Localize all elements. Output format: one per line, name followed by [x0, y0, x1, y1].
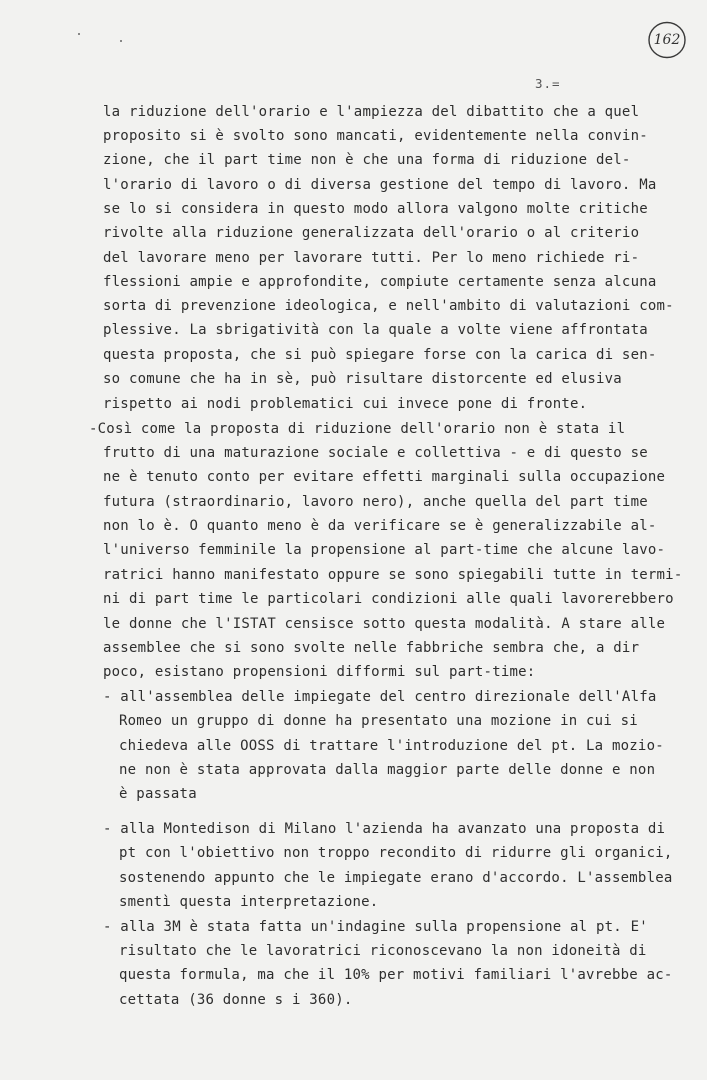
page-stamp [647, 20, 687, 60]
list-item-line: è passata [119, 786, 197, 802]
text-line: ni di part time le particolari condizioni alle quali lavorerebbero [103, 591, 674, 607]
stamp-number: 162 [653, 32, 681, 48]
page-number: 3.= [535, 76, 561, 91]
list-item-line: chiedeva alle OOSS di trattare l'introduzione del pt. La mozio- [119, 738, 664, 754]
text-line: ratrici hanno manifestato oppure se sono spiegabili tutte in termi- [103, 567, 683, 583]
text-line: assemblee che si sono svolte nelle fabbriche sembra che, a dir [103, 640, 640, 656]
text-line: sorta di prevenzione ideologica, e nell'ambito di valutazioni com- [103, 298, 674, 314]
text-line: se lo si considera in questo modo allora valgono molte critiche [103, 201, 648, 217]
list-item-line: questa formula, ma che il 10% per motivi familiari l'avrebbe ac- [119, 967, 673, 983]
text-line: rispetto ai nodi problematici cui invece pone di fronte. [103, 396, 588, 412]
list-item-line: - all'assemblea delle impiegate del centro direzionale dell'Alfa [103, 689, 657, 705]
text-line: -Così come la proposta di riduzione dell'orario non è stata il [89, 421, 626, 437]
list-item-line: smentì questa interpretazione. [119, 894, 379, 910]
list-item-line: cettata (36 donne s i 360). [119, 992, 353, 1008]
text-line: so comune che ha in sè, può risultare distorcente ed elusiva [103, 371, 622, 387]
text-line: ne è tenuto conto per evitare effetti marginali sulla occupazione [103, 469, 666, 485]
text-line: del lavorare meno per lavorare tutti. Per lo meno richiede ri- [103, 250, 640, 266]
list-item-line: ne non è stata approvata dalla maggior parte delle donne e non [119, 762, 656, 778]
list-item-line: pt con l'obiettivo non troppo recondito di ridurre gli organici, [119, 845, 673, 861]
list-item-line: - alla 3M è stata fatta un'indagine sulla propensione al pt. E' [103, 919, 648, 935]
list-item-line: risultato che le lavoratrici riconoscevano la non idoneità di [119, 943, 647, 959]
text-line: rivolte alla riduzione generalizzata dell'orario o al criterio [103, 225, 640, 241]
text-line: non lo è. O quanto meno è da verificare se è generalizzabile al- [103, 518, 657, 534]
text-line: questa proposta, che si può spiegare forse con la carica di sen- [103, 347, 657, 363]
list-item-line: sostenendo appunto che le impiegate erano d'accordo. L'assemblea [119, 870, 673, 886]
list-item-line: Romeo un gruppo di donne ha presentato una mozione in cui si [119, 713, 638, 729]
text-line: la riduzione dell'orario e l'ampiezza del dibattito che a quel [103, 104, 640, 120]
text-line: le donne che l'ISTAT censisce sotto questa modalità. A stare alle [103, 616, 666, 632]
text-line: proposito si è svolto sono mancati, evidentemente nella convin- [103, 128, 648, 144]
list-item-line: - alla Montedison di Milano l'azienda ha avanzato una proposta di [103, 821, 666, 837]
text-line: poco, esistano propensioni difformi sul part-time: [103, 664, 536, 680]
text-line: frutto di una maturazione sociale e collettiva - e di questo se [103, 445, 648, 461]
text-line: zione, che il part time non è che una forma di riduzione del- [103, 152, 631, 168]
text-line: flessioni ampie e approfondite, compiute certamente senza alcuna [103, 274, 657, 290]
text-line: l'orario di lavoro o di diversa gestione del tempo di lavoro. Ma [103, 177, 657, 193]
scan-speck [120, 40, 122, 42]
text-line: l'universo femminile la propensione al part-time che alcune lavo- [103, 542, 666, 558]
text-line: plessive. La sbrigatività con la quale a volte viene affrontata [103, 322, 648, 338]
text-line: futura (straordinario, lavoro nero), anche quella del part time [103, 494, 648, 510]
scan-speck [78, 33, 80, 35]
